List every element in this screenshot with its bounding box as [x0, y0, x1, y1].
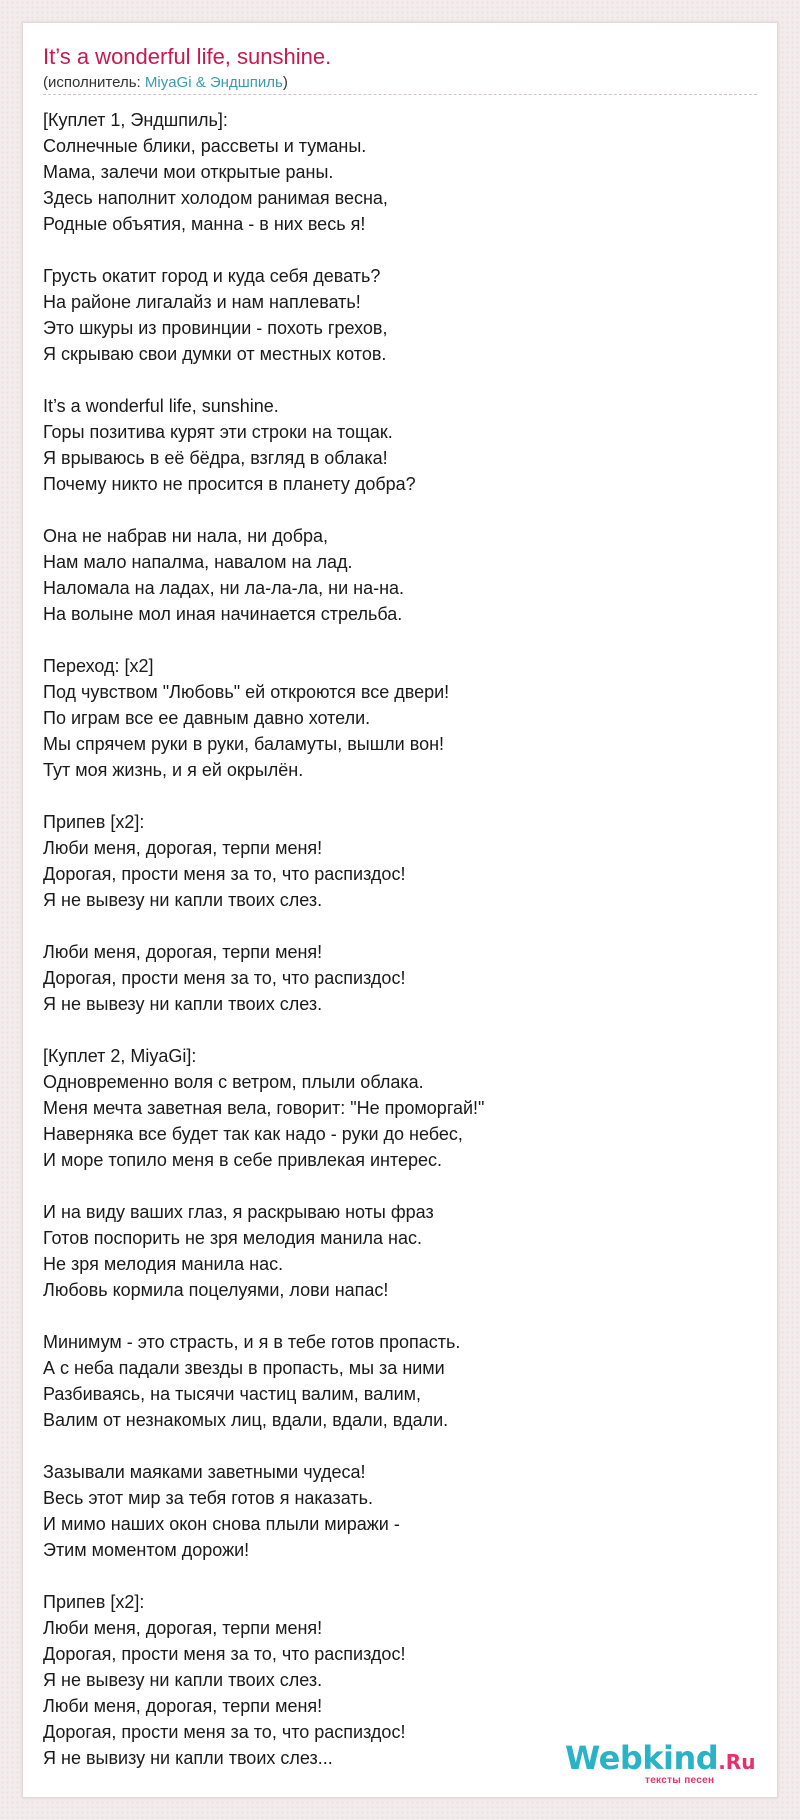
- lyric-line: It’s a wonderful life, sunshine.: [43, 396, 279, 416]
- lyric-line: Не зря мелодия манила нас.: [43, 1254, 284, 1274]
- lyric-blank-line: [43, 367, 743, 393]
- lyric-blank-line: [43, 1563, 743, 1589]
- lyric-line: Дорогая, прости меня за то, что распиздос!: [43, 968, 406, 988]
- lyric-line: Я не вывизу ни капли твоих слез...: [43, 1748, 333, 1768]
- lyric-line: Разбиваясь, на тысячи частиц валим, валим,: [43, 1384, 422, 1404]
- lyric-line: [Куплет 2, MiyaGi]:: [43, 1046, 197, 1066]
- lyric-line: Дорогая, прости меня за то, что распиздос!: [43, 1644, 406, 1664]
- lyric-line: И мимо наших окон снова плыли миражи -: [43, 1514, 400, 1534]
- performer-link[interactable]: MiyaGi & Эндшпиль: [144, 74, 283, 91]
- lyric-line: Люби меня, дорогая, терпи меня!: [43, 838, 323, 858]
- lyric-line: Это шкуры из провинции - похоть грехов,: [43, 318, 388, 338]
- lyric-line: Нам мало напалма, навалом на лад.: [43, 552, 353, 572]
- lyric-blank-line: [43, 627, 743, 653]
- lyric-line: Наверняка все будет так как надо - руки до небес,: [43, 1124, 463, 1144]
- lyric-line: Наломала на ладах, ни ла-ла-ла, ни на-на.: [43, 578, 405, 598]
- lyric-line: Любовь кормила поцелуями, лови напас!: [43, 1280, 389, 1300]
- lyric-line: Я не вывезу ни капли твоих слез.: [43, 1670, 323, 1690]
- lyric-blank-line: [43, 1017, 743, 1043]
- lyric-line: Одновременно воля с ветром, плыли облака.: [43, 1072, 424, 1092]
- lyric-line: Горы позитива курят эти строки на тощак.: [43, 422, 393, 442]
- lyric-line: Готов поспорить не зря мелодия манила нас.: [43, 1228, 423, 1248]
- lyric-line: Дорогая, прости меня за то, что распиздос!: [43, 864, 406, 884]
- lyric-line: Припев [x2]:: [43, 812, 145, 832]
- lyric-line: Она не набрав ни нала, ни добра,: [43, 526, 329, 546]
- lyric-blank-line: [43, 237, 743, 263]
- header-divider: [43, 94, 757, 95]
- lyric-line: Люби меня, дорогая, терпи меня!: [43, 1696, 323, 1716]
- lyric-line: На районе лигалайз и нам наплевать!: [43, 292, 361, 312]
- logo-main-text: Webkind: [565, 1739, 719, 1777]
- lyric-line: Люби меня, дорогая, терпи меня!: [43, 1618, 323, 1638]
- lyric-line: Зазывали маяками заветными чудеса!: [43, 1462, 366, 1482]
- performer-suffix: ): [282, 74, 288, 91]
- lyric-line: Люби меня, дорогая, терпи меня!: [43, 942, 323, 962]
- lyric-line: Под чувством "Любовь" ей откроются все двери!: [43, 682, 450, 702]
- lyric-line: [Куплет 1, Эндшпиль]:: [43, 110, 228, 130]
- lyric-line: По играм все ее давным давно хотели.: [43, 708, 371, 728]
- lyric-line: Весь этот мир за тебя готов я наказать.: [43, 1488, 373, 1508]
- lyric-line: Мама, залечи мои открытые раны.: [43, 162, 334, 182]
- lyric-line: Грусть окатит город и куда себя девать?: [43, 266, 381, 286]
- lyric-line: А с неба падали звезды в пропасть, мы за ними: [43, 1358, 445, 1378]
- lyric-line: Здесь наполнит холодом ранимая весна,: [43, 188, 388, 208]
- webkind-logo[interactable]: [565, 1739, 775, 1787]
- lyric-line: Почему никто не просится в планету добра?: [43, 474, 416, 494]
- lyric-blank-line: [43, 1173, 743, 1199]
- lyric-line: Я врываюсь в её бёдра, взгляд в облака!: [43, 448, 388, 468]
- lyrics-card: [22, 22, 778, 1798]
- logo-tagline: тексты песен: [645, 1775, 715, 1786]
- lyric-line: Мы спрячем руки в руки, баламуты, вышли вон!: [43, 734, 445, 754]
- lyric-line: Солнечные блики, рассветы и туманы.: [43, 136, 367, 156]
- lyric-line: И на виду ваших глаз, я раскрываю ноты фраз: [43, 1202, 434, 1222]
- lyric-blank-line: [43, 913, 743, 939]
- logo-tld: .Ru: [718, 1750, 756, 1774]
- lyric-line: Меня мечта заветная вела, говорит: "Не проморгай!": [43, 1098, 485, 1118]
- lyric-line: Я не вывезу ни капли твоих слез.: [43, 994, 323, 1014]
- lyric-line: Тут моя жизнь, и я ей окрылён.: [43, 760, 304, 780]
- lyrics-text: [43, 107, 743, 1771]
- lyric-line: Этим моментом дорожи!: [43, 1540, 250, 1560]
- lyric-line: Я не вывезу ни капли твоих слез.: [43, 890, 323, 910]
- lyric-line: Валим от незнакомых лиц, вдали, вдали, вдали.: [43, 1410, 449, 1430]
- lyric-line: На волыне мол иная начинается стрельба.: [43, 604, 403, 624]
- song-title: It’s a wonderful life, sunshine.: [43, 44, 332, 69]
- lyric-blank-line: [43, 497, 743, 523]
- lyric-blank-line: [43, 783, 743, 809]
- lyric-line: Припев [x2]:: [43, 1592, 145, 1612]
- lyric-line: Дорогая, прости меня за то, что распиздос!: [43, 1722, 406, 1742]
- lyric-line: Минимум - это страсть, и я в тебе готов пропасть.: [43, 1332, 461, 1352]
- performer-prefix: (исполнитель:: [43, 74, 145, 91]
- lyric-blank-line: [43, 1433, 743, 1459]
- lyric-line: И море топило меня в себе привлекая интерес.: [43, 1150, 443, 1170]
- performer-line: [43, 73, 288, 93]
- lyric-line: Родные объятия, манна - в них весь я!: [43, 214, 366, 234]
- lyric-line: Я скрываю свои думки от местных котов.: [43, 344, 387, 364]
- lyric-blank-line: [43, 1303, 743, 1329]
- lyric-line: Переход: [x2]: [43, 656, 154, 676]
